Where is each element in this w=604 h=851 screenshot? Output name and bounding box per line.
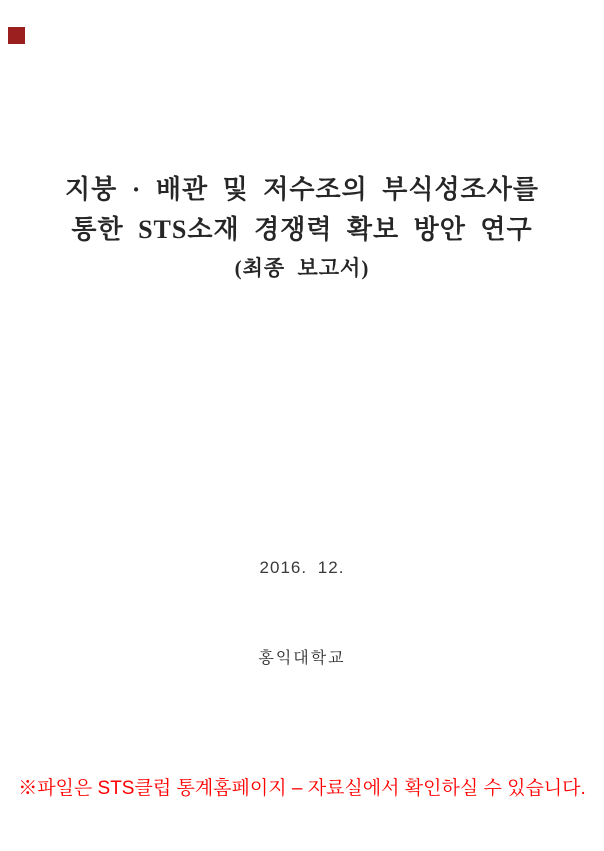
corner-mark bbox=[8, 27, 25, 44]
organization-name: 홍익대학교 bbox=[258, 650, 346, 667]
report-title-block bbox=[0, 170, 604, 282]
report-title-line-1: 지붕 · 배관 및 저수조의 부식성조사를 bbox=[65, 175, 539, 204]
report-subtitle: (최종 보고서) bbox=[234, 256, 370, 280]
footer-note: ※파일은 STS클럽 통계홈페이지 – 자료실에서 확인하실 수 있습니다. bbox=[18, 778, 586, 799]
report-title-line-2: 통한 STS소재 경쟁력 확보 방안 연구 bbox=[71, 215, 533, 244]
report-date: 2016. 12. bbox=[259, 558, 345, 577]
